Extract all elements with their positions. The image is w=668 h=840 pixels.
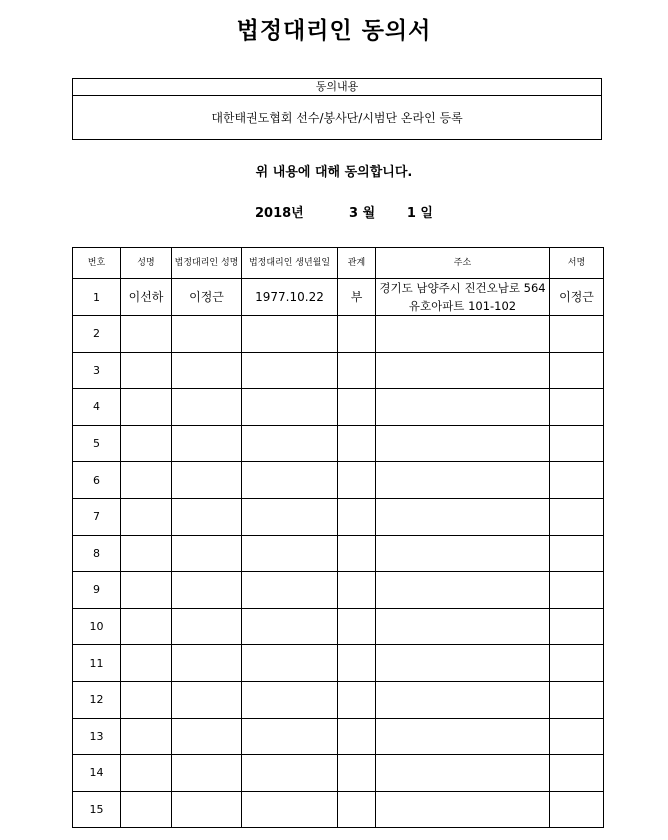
guardian-name-cell [172,572,242,609]
participant-name-cell [121,608,172,645]
relation-cell [338,535,376,572]
signature-cell [550,718,604,755]
guardian-table [72,247,604,828]
relation-cell [338,572,376,609]
signature-cell [550,608,604,645]
guardian-birthdate-cell [242,608,338,645]
participant-name-cell [121,462,172,499]
table-row [73,316,604,353]
date-month: 3 월 [349,206,376,221]
relation-cell [338,462,376,499]
header-guardian-birthdate: 법정대리인 생년월일 [242,248,338,279]
signature-cell [550,352,604,389]
participant-name-cell [121,389,172,426]
guardian-name-cell [172,462,242,499]
address-cell [376,425,550,462]
guardian-name-cell: 이정근 [172,279,242,316]
row-number-cell: 15 [73,791,121,828]
table-row [73,572,604,609]
participant-name-cell [121,316,172,353]
address-cell [376,645,550,682]
signature-cell [550,681,604,718]
participant-name-cell [121,791,172,828]
row-number-cell: 2 [73,316,121,353]
header-guardian-name: 법정대리인 성명 [172,248,242,279]
guardian-birthdate-cell [242,389,338,426]
guardian-name-cell [172,316,242,353]
signature-cell: 이정근 [550,279,604,316]
header-address: 주소 [376,248,550,279]
signature-cell [550,535,604,572]
document-title: 법정대리인 동의서 [236,18,432,44]
relation-cell [338,608,376,645]
participant-name-cell [121,755,172,792]
table-row [73,279,604,316]
participant-name-cell: 이선하 [121,279,172,316]
table-row [73,425,604,462]
guardian-name-cell [172,718,242,755]
relation-cell [338,316,376,353]
guardian-birthdate-cell [242,462,338,499]
guardian-name-cell [172,791,242,828]
guardian-name-cell [172,425,242,462]
table-row [73,535,604,572]
header-name: 성명 [121,248,172,279]
row-number-cell: 10 [73,608,121,645]
participant-name-cell [121,681,172,718]
address-cell [376,352,550,389]
agreement-statement: 위 내용에 대해 동의합니다. [255,165,413,180]
table-header-row [73,248,604,279]
relation-cell [338,755,376,792]
table-row [73,718,604,755]
address-cell [376,572,550,609]
table-row [73,498,604,535]
participant-name-cell [121,425,172,462]
address-cell [376,791,550,828]
table-row [73,608,604,645]
guardian-name-cell [172,681,242,718]
guardian-birthdate-cell: 1977.10.22 [242,279,338,316]
relation-cell [338,389,376,426]
guardian-birthdate-cell [242,791,338,828]
guardian-name-cell [172,608,242,645]
table-row [73,755,604,792]
guardian-name-cell [172,498,242,535]
signature-cell [550,498,604,535]
address-cell [376,316,550,353]
guardian-birthdate-cell [242,645,338,682]
row-number-cell: 11 [73,645,121,682]
consent-date [255,202,433,221]
signature-cell [550,389,604,426]
signature-cell [550,425,604,462]
row-number-cell: 12 [73,681,121,718]
row-number-cell: 5 [73,425,121,462]
address-cell [376,498,550,535]
signature-cell [550,791,604,828]
table-row [73,462,604,499]
participant-name-cell [121,645,172,682]
consent-heading: 동의내용 [73,79,601,96]
guardian-birthdate-cell [242,572,338,609]
consent-content: 대한태권도협회 선수/봉사단/시범단 온라인 등록 [211,111,463,125]
guardian-birthdate-cell [242,498,338,535]
signature-cell [550,462,604,499]
consent-box [72,78,602,140]
relation-cell [338,718,376,755]
address-cell [376,681,550,718]
participant-name-cell [121,572,172,609]
signature-cell [550,755,604,792]
guardian-birthdate-cell [242,316,338,353]
guardian-birthdate-cell [242,535,338,572]
relation-cell [338,425,376,462]
date-day: 1 일 [406,206,433,221]
guardian-birthdate-cell [242,681,338,718]
guardian-name-cell [172,645,242,682]
table-row [73,681,604,718]
signature-cell [550,316,604,353]
guardian-birthdate-cell [242,718,338,755]
guardian-birthdate-cell [242,755,338,792]
address-cell: 경기도 남양주시 진건오남로 564 유호아파트 101-102 [376,279,550,316]
row-number-cell: 13 [73,718,121,755]
address-cell [376,389,550,426]
row-number-cell: 7 [73,498,121,535]
row-number-cell: 4 [73,389,121,426]
address-cell [376,718,550,755]
row-number-cell: 9 [73,572,121,609]
table-row [73,389,604,426]
signature-cell [550,645,604,682]
row-number-cell: 3 [73,352,121,389]
participant-name-cell [121,535,172,572]
relation-cell [338,791,376,828]
address-cell [376,755,550,792]
relation-cell: 부 [338,279,376,316]
row-number-cell: 14 [73,755,121,792]
guardian-birthdate-cell [242,425,338,462]
table-row [73,791,604,828]
participant-name-cell [121,352,172,389]
address-cell [376,535,550,572]
guardian-birthdate-cell [242,352,338,389]
table-row [73,645,604,682]
table-row [73,352,604,389]
row-number-cell: 1 [73,279,121,316]
header-number: 번호 [73,248,121,279]
signature-cell [550,572,604,609]
address-cell [376,608,550,645]
header-relation: 관계 [338,248,376,279]
relation-cell [338,645,376,682]
row-number-cell: 8 [73,535,121,572]
guardian-name-cell [172,352,242,389]
guardian-name-cell [172,755,242,792]
row-number-cell: 6 [73,462,121,499]
guardian-name-cell [172,535,242,572]
guardian-name-cell [172,389,242,426]
participant-name-cell [121,498,172,535]
relation-cell [338,352,376,389]
participant-name-cell [121,718,172,755]
relation-cell [338,681,376,718]
relation-cell [338,498,376,535]
address-cell [376,462,550,499]
date-year: 2018년 [255,206,304,221]
header-signature: 서명 [550,248,604,279]
